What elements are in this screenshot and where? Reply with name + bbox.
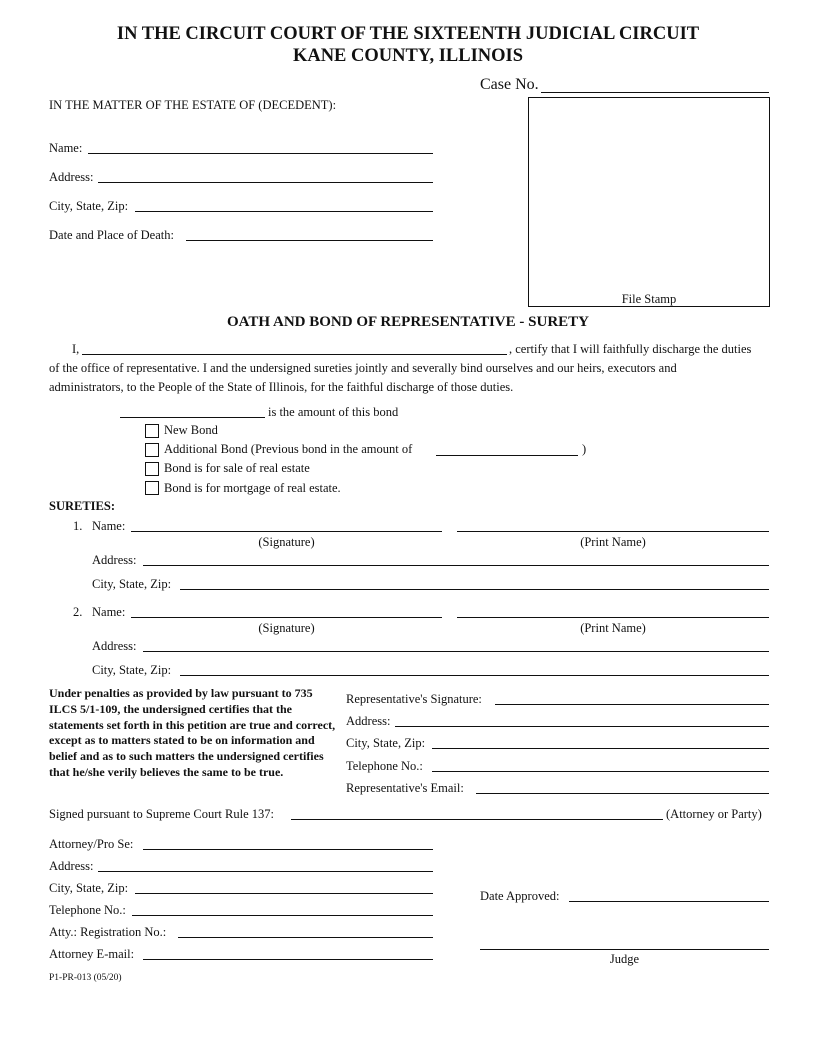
representative-name-field[interactable] — [82, 354, 507, 355]
additional-bond-checkbox[interactable] — [145, 443, 159, 457]
surety-1-name-label: Name: — [92, 519, 126, 533]
case-no-label: Case No. — [480, 76, 539, 93]
decedent-name-field[interactable] — [88, 153, 433, 154]
surety-1-print-name-field[interactable] — [457, 531, 769, 532]
bond-amount-label: is the amount of this bond — [268, 405, 399, 419]
new-bond-label: New Bond — [164, 423, 218, 437]
case-no-field[interactable] — [541, 92, 769, 93]
attorney-address-label: Address: — [49, 859, 94, 873]
surety-2-address-field[interactable] — [143, 651, 769, 652]
attorney-phone-label: Telephone No.: — [49, 903, 126, 917]
court-title: IN THE CIRCUIT COURT OF THE SIXTEENTH JUDICIAL CIRCUIT — [116, 24, 700, 44]
county-title: KANE COUNTY, ILLINOIS — [292, 46, 524, 66]
death-label: Date and Place of Death: — [49, 228, 174, 242]
surety-2-city-field[interactable] — [180, 675, 769, 676]
rep-phone-field[interactable] — [432, 771, 769, 772]
penalty-statement: Under penalties as provided by law pursuant to 735 ILCS 5/1-109, the undersigned certifies that the statements set forth in this petition are true and correct, except as to matters stated to be on information and belief and as to such matters the undersigned certifies that he/she verily believes the same to be true. — [49, 686, 336, 779]
surety-1-city-field[interactable] — [180, 589, 769, 590]
surety-2-signature-caption: (Signature) — [258, 621, 315, 635]
judge-label: Judge — [609, 952, 640, 966]
form-code: P1-PR-013 (05/20) — [49, 973, 122, 983]
mortgage-real-estate-label: Bond is for mortgage of real estate. — [164, 481, 341, 495]
additional-bond-label: Additional Bond (Previous bond in the amount of — [164, 442, 413, 456]
attorney-phone-field[interactable] — [132, 915, 433, 916]
surety-1-signature-field[interactable] — [131, 531, 442, 532]
attorney-registration-label: Atty.: Registration No.: — [49, 925, 167, 939]
rule-137-label: Signed pursuant to Supreme Court Rule 137: — [49, 807, 274, 821]
rep-email-field[interactable] — [476, 793, 769, 794]
rep-signature-field[interactable] — [495, 704, 769, 705]
rep-city-field[interactable] — [432, 748, 769, 749]
rep-email-label: Representative's Email: — [346, 781, 464, 795]
surety-1-address-label: Address: — [92, 553, 137, 567]
sale-real-estate-label: Bond is for sale of real estate — [164, 461, 310, 475]
judge-signature-field[interactable] — [480, 949, 769, 950]
rep-city-label: City, State, Zip: — [346, 736, 426, 750]
date-approved-field[interactable] — [569, 901, 769, 902]
previous-bond-amount-field[interactable] — [436, 455, 578, 456]
rep-address-label: Address: — [346, 714, 391, 728]
attorney-pro-se-field[interactable] — [143, 849, 433, 850]
oath-i-label: I, — [72, 342, 80, 356]
decedent-city-label: City, State, Zip: — [49, 199, 129, 213]
surety-2-print-caption: (Print Name) — [580, 621, 646, 635]
surety-2-signature-field[interactable] — [131, 617, 442, 618]
surety-2-print-name-field[interactable] — [457, 617, 769, 618]
decedent-city-field[interactable] — [135, 211, 433, 212]
surety-2-city-label: City, State, Zip: — [92, 663, 172, 677]
sureties-heading: SURETIES: — [49, 499, 115, 513]
attorney-city-field[interactable] — [135, 893, 433, 894]
surety-2-number: 2. — [73, 605, 83, 619]
mortgage-real-estate-checkbox[interactable] — [145, 481, 159, 495]
rule-137-suffix: (Attorney or Party) — [666, 807, 762, 821]
attorney-pro-se-label: Attorney/Pro Se: — [49, 837, 134, 851]
date-approved-label: Date Approved: — [480, 889, 560, 903]
rep-address-field[interactable] — [395, 726, 769, 727]
surety-2-address-label: Address: — [92, 639, 137, 653]
attorney-email-field[interactable] — [143, 959, 433, 960]
surety-1-number: 1. — [73, 519, 83, 533]
attorney-registration-field[interactable] — [178, 937, 433, 938]
decedent-name-label: Name: — [49, 141, 83, 155]
decedent-address-field[interactable] — [98, 182, 433, 183]
bond-amount-field[interactable] — [120, 417, 265, 418]
attorney-email-label: Attorney E-mail: — [49, 947, 135, 961]
surety-1-address-field[interactable] — [143, 565, 769, 566]
oath-line-2: of the office of representative. I and the undersigned sureties jointly and severally bind ourselves and our heirs, executors and — [49, 361, 677, 375]
new-bond-checkbox[interactable] — [145, 424, 159, 438]
additional-bond-close-paren: ) — [582, 442, 587, 456]
attorney-city-label: City, State, Zip: — [49, 881, 129, 895]
surety-1-city-label: City, State, Zip: — [92, 577, 172, 591]
file-stamp-box — [528, 97, 770, 307]
form-title: OATH AND BOND OF REPRESENTATIVE - SURETY — [227, 314, 589, 330]
oath-certify-text: , certify that I will faithfully discharge the duties — [509, 342, 752, 356]
estate-heading: IN THE MATTER OF THE ESTATE OF (DECEDENT): — [49, 98, 337, 112]
surety-2-name-label: Name: — [92, 605, 126, 619]
surety-1-print-caption: (Print Name) — [580, 535, 646, 549]
attorney-address-field[interactable] — [98, 871, 433, 872]
decedent-address-label: Address: — [49, 170, 94, 184]
rep-signature-label: Representative's Signature: — [346, 692, 482, 706]
rep-phone-label: Telephone No.: — [346, 759, 423, 773]
oath-line-3: administrators, to the People of the State of Illinois, for the faithful discharge of those duties. — [49, 380, 514, 394]
file-stamp-label: File Stamp — [621, 292, 677, 306]
death-field[interactable] — [186, 240, 433, 241]
sale-real-estate-checkbox[interactable] — [145, 462, 159, 476]
rule-137-signature-field[interactable] — [291, 819, 663, 820]
surety-1-signature-caption: (Signature) — [258, 535, 315, 549]
